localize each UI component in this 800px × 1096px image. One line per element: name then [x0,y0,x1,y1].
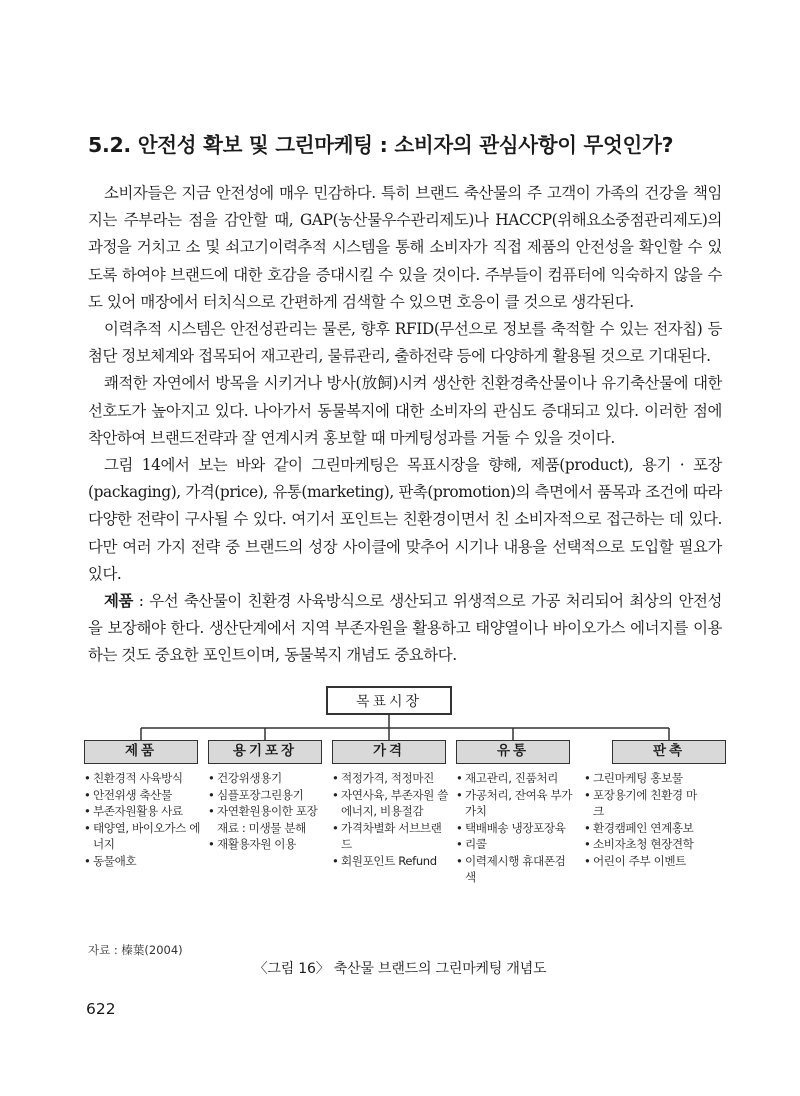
category-price: 가격 [332,740,446,764]
target-market-box: 목표시장 [326,686,452,715]
paragraph-1: 소비자들은 지금 안전성에 매우 민감하다. 특히 브랜드 축산물의 주 고객이 가족의 건강을 책임지는 주부라는 점을 감안할 때, GAP(농산물우수관리제도)나 HACCP(위해요소중점관리제도)의 과정을 거치고 소 및 쇠고기이력추적 시스템을 통해 소비자가 직접 제품의 안전성을 확인할 수 있도록 하여야 브랜드에 대한 호감을 증대시킬 수 있을 것이다. 주부들이 컴퓨터에 익숙하지 않을 수도 있어 매장에서 터치식으로 간편하게 검색할 수 있으면 호응이 클 것으로 생각된다. [88,184,722,311]
list-item: • 가격차별화 서브브랜드 [332,820,450,853]
paragraph-5: 제품 : 우선 축산물이 친환경 사육방식으로 생산되고 위생적으로 가공 처리되어 최상의 안전성을 보장해야 한다. 생산단계에서 지역 부존자원을 활용하고 태양열이나 바이오가스 에너지를 이용하는 것도 중요한 포인트이며, 동물복지 개념도 중요하다. [88,592,722,665]
list-item: • 택배배송 냉장포장육 [456,820,574,837]
distribution-items [456,770,574,886]
paragraph-3: 쾌적한 자연에서 방목을 시키거나 방사(放飼)시켜 생산한 친환경축산물이나 유기축산물에 대한 선호도가 높아지고 있다. 나아가서 동물복지에 대한 소비자의 관심도 증대되고 있다. 이러한 점에 착안하여 브랜드전략과 잘 연계시켜 홍보할 때 마케팅성과를 거둘 수 있을 것이다. [88,374,722,447]
figure-caption: 〈그림 16〉 축산물 브랜드의 그린마케팅 개념도 [253,961,547,977]
list-item: • 동물애호 [84,853,202,870]
list-item: • 어린이 주부 이벤트 [584,853,702,870]
category-promotion: 판촉 [612,740,726,764]
price-items [332,770,450,869]
figure-source: 자료 : 榛葉(2004) [88,943,183,957]
list-item: • 친환경적 사육방식 [84,770,202,787]
list-item: • 환경캠페인 연계홍보 [584,820,702,837]
list-item: • 리콜 [456,836,574,853]
list-item: • 이력제시행 휴대폰검색 [456,853,574,886]
list-item: • 재고관리, 진품처리 [456,770,574,787]
list-item: • 부존자원활용 사료 [84,803,202,820]
green-marketing-diagram [84,686,726,936]
list-item: • 소비자초청 현장견학 [584,836,702,853]
paragraph-4: 그림 14에서 보는 바와 같이 그린마케팅은 목표시장을 향해, 제품(product), 용기 · 포장(packaging), 가격(price), 유통(marketing), 판촉(promotion)의 측면에서 품목과 조건에 따라 다양한 전략이 구사될 수 있다. 여기서 포인트는 친환경이면서 친 소비자적으로 접근하는 데 있다. 다만 여러 가지 전략 중 브랜드의 성장 사이클에 맞추어 시기나 내용을 선택적으로 도입할 필요가 있다. [88,456,722,583]
list-item: • 가공처리, 잔여육 부가가치 [456,787,574,820]
list-item: • 자연사육, 부존자원 쓸에너지, 비용절감 [332,787,450,820]
list-item: • 재활용자원 이용 [208,836,326,853]
list-item: • 안전위생 축산물 [84,787,202,804]
section-heading: 5.2. 안전성 확보 및 그린마케팅 : 소비자의 관심사항이 무엇인가? [88,133,674,157]
list-item: • 자연환원용이한 포장재료 : 미생물 분해 [208,803,326,836]
page-number: 622 [86,1000,116,1018]
list-item: • 회원포인트 Refund [332,853,450,870]
list-item: • 태양열, 바이오가스 에너지 [84,820,202,853]
category-packaging: 용기포장 [208,740,322,764]
category-product: 제품 [84,740,198,764]
list-item: • 적정가격, 적정마진 [332,770,450,787]
paragraph-5-lead: 제품 [104,592,133,611]
packaging-items [208,770,326,853]
paragraph-2: 이력추적 시스템은 안전성관리는 물론, 향후 RFID(무선으로 정보를 축적할 수 있는 전자칩) 등 첨단 정보체계와 접목되어 재고관리, 물류관리, 출하전략 등에 다양하게 활용될 것으로 기대된다. [88,320,722,366]
product-items [84,770,202,869]
list-item: • 그린마케팅 홍보물 [584,770,702,787]
list-item: • 심플포장그린용기 [208,787,326,804]
category-distribution: 유통 [456,740,570,764]
list-item: • 건강위생용기 [208,770,326,787]
promotion-items [584,770,702,869]
body-text [88,180,722,670]
list-item: • 포장용기에 친환경 마크 [584,787,702,820]
